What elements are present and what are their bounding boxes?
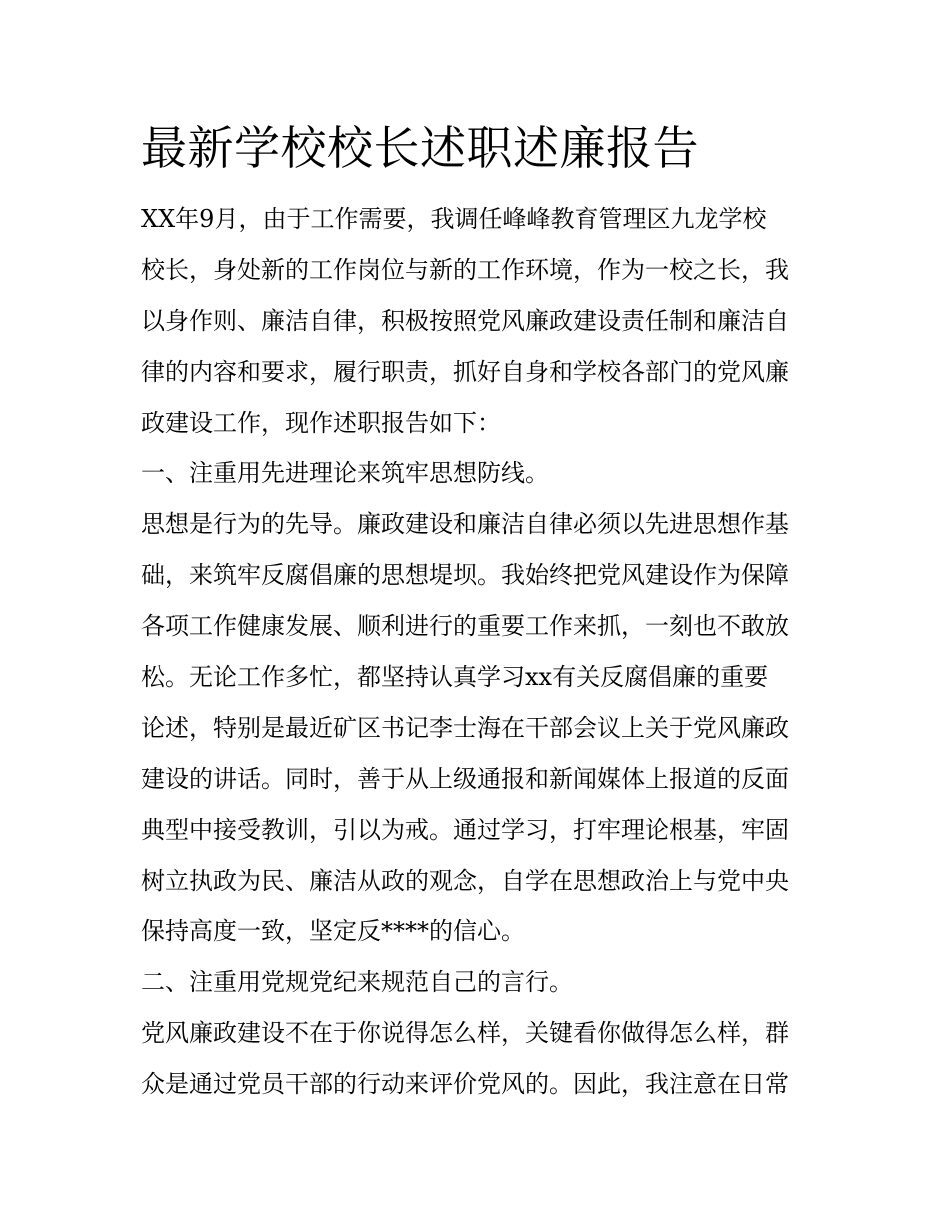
text-line: 础，来筑牢反腐倡廉的思想堤坝。我始终把党风建设作为保障 bbox=[141, 561, 789, 590]
text-line: 松。无论工作多忙，都坚持认真学习xx有关反腐倡廉的重要 bbox=[141, 663, 769, 692]
text-line: 树立执政为民、廉洁从政的观念，自学在思想政治上与党中央 bbox=[141, 866, 789, 895]
text-line: 校长，身处新的工作岗位与新的工作环境，作为一校之长，我 bbox=[141, 255, 789, 284]
section-heading: 二、注重用党规党纪来规范自己的言行。 bbox=[141, 968, 573, 997]
document-title: 最新学校校长述职述廉报告 bbox=[141, 121, 699, 175]
text-line: 论述，特别是最近矿区书记李士海在干部会议上关于党风廉政 bbox=[141, 713, 789, 742]
text-line: 各项工作健康发展、顺利进行的重要工作来抓，一刻也不敢放 bbox=[141, 612, 789, 641]
text-line: 以身作则、廉洁自律，积极按照党风廉政建设责任制和廉洁自 bbox=[141, 306, 789, 335]
text-line: 律的内容和要求，履行职责，抓好自身和学校各部门的党风廉 bbox=[141, 357, 789, 386]
text-line: XX年9月，由于工作需要，我调任峰峰教育管理区九龙学校 bbox=[141, 205, 767, 233]
text-line: 建设的讲话。同时，善于从上级通报和新闻媒体上报道的反面 bbox=[141, 764, 789, 793]
document-text bbox=[141, 194, 813, 1110]
text-line: 典型中接受教训，引以为戒。通过学习，打牢理论根基，牢固 bbox=[141, 815, 789, 844]
text-line: 保持高度一致，坚定反****的信心。 bbox=[141, 917, 525, 946]
text-line: 政建设工作，现作述职报告如下： bbox=[141, 408, 501, 437]
document-body bbox=[141, 112, 813, 1110]
text-line: 党风廉政建设不在于你说得怎么样，关键看你做得怎么样，群 bbox=[141, 1019, 789, 1048]
text-line: 思想是行为的先导。廉政建设和廉洁自律必须以先进思想作基 bbox=[141, 510, 789, 539]
text-line: 众是通过党员干部的行动来评价党风的。因此，我注意在日常 bbox=[141, 1070, 789, 1099]
section-heading: 一、注重用先进理论来筑牢思想防线。 bbox=[141, 459, 549, 488]
